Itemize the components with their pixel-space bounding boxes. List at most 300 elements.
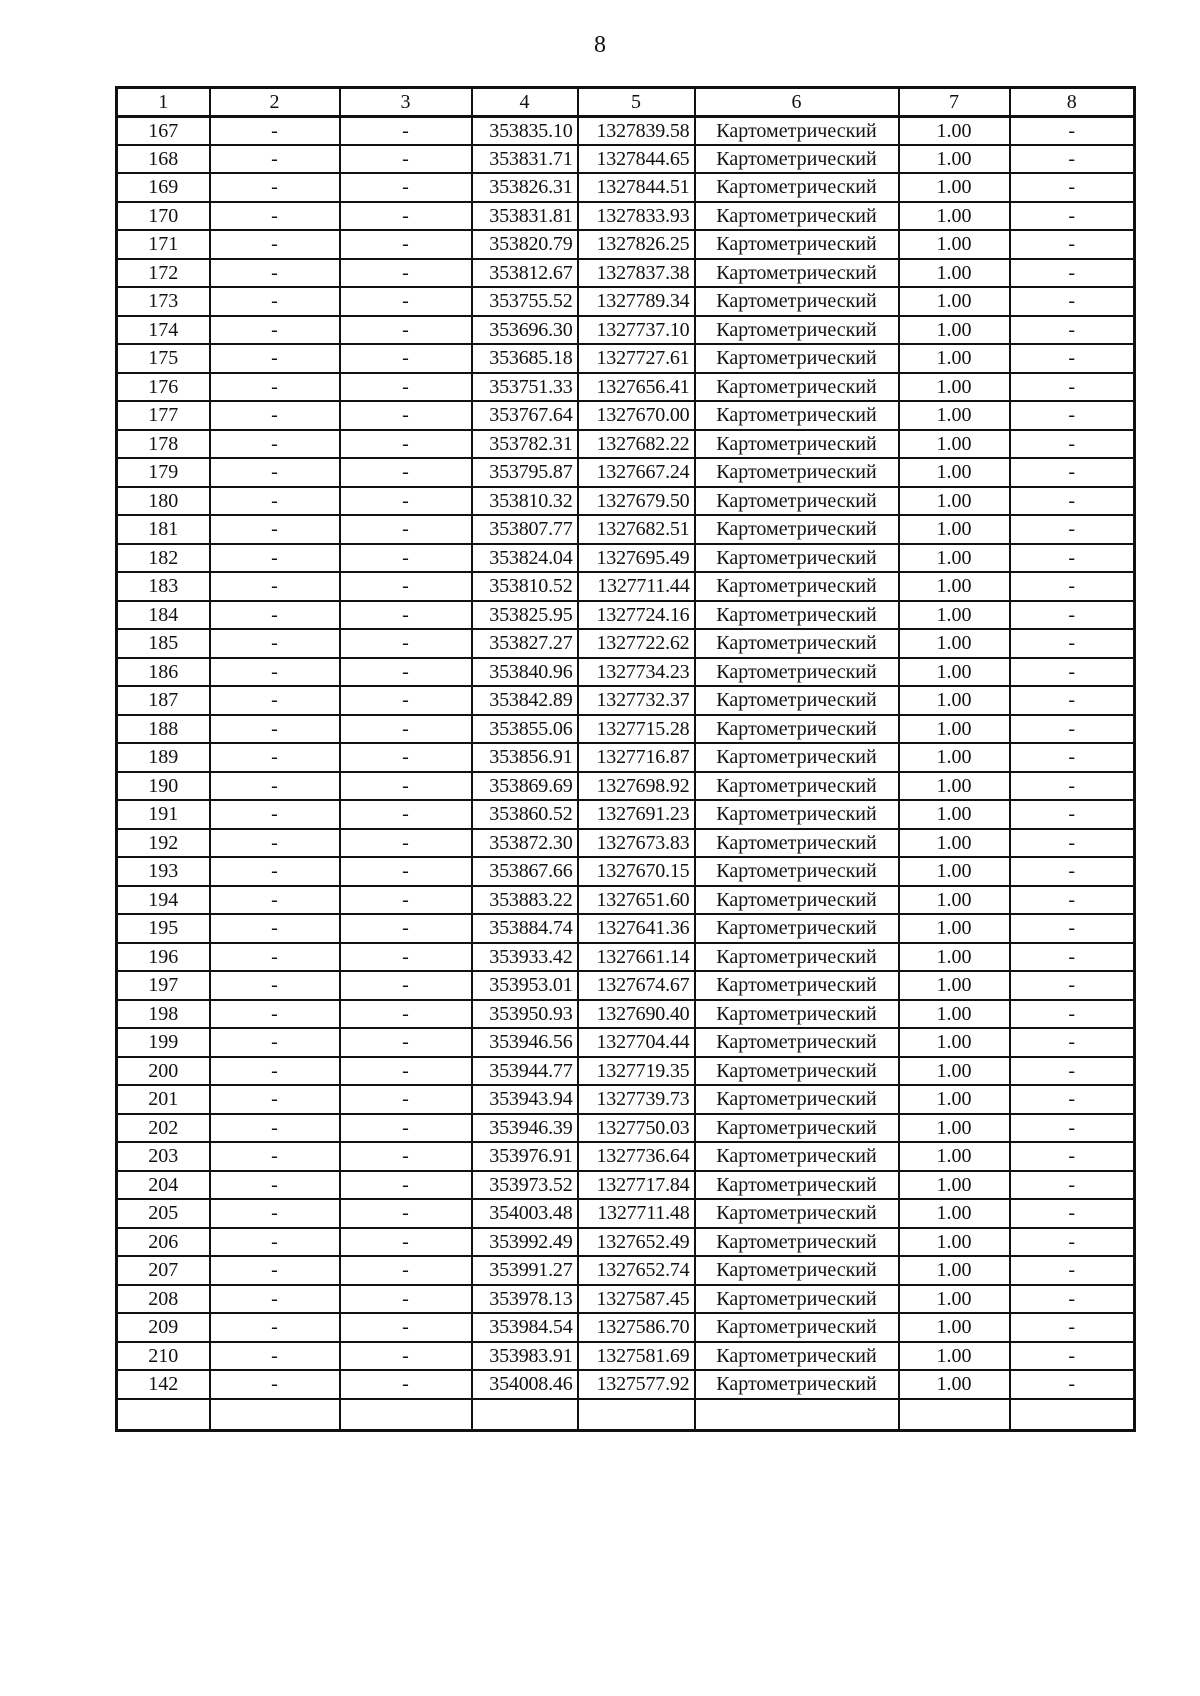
accuracy-cell: 1.00	[899, 116, 1010, 145]
table-row	[117, 686, 1135, 715]
x-coordinate-cell: 353795.87	[472, 458, 578, 487]
point-number-cell: 202	[117, 1114, 210, 1143]
x-coordinate-cell: 353883.22	[472, 886, 578, 915]
col3-cell: -	[340, 971, 472, 1000]
accuracy-cell: 1.00	[899, 401, 1010, 430]
col8-cell: -	[1010, 1285, 1135, 1314]
table-row	[117, 1342, 1135, 1371]
col3-cell: -	[340, 259, 472, 288]
col2-cell: -	[210, 401, 340, 430]
col8-cell: -	[1010, 743, 1135, 772]
point-number-cell: 199	[117, 1028, 210, 1057]
col3-cell: -	[340, 1228, 472, 1257]
y-coordinate-cell: 1327670.15	[578, 857, 695, 886]
y-coordinate-cell: 1327750.03	[578, 1114, 695, 1143]
x-coordinate-cell: 353953.01	[472, 971, 578, 1000]
column-header-5: 5	[578, 88, 695, 117]
col3-cell: -	[340, 544, 472, 573]
accuracy-cell: 1.00	[899, 686, 1010, 715]
table-row	[117, 544, 1135, 573]
point-number-cell: 182	[117, 544, 210, 573]
empty-cell	[695, 1399, 899, 1431]
col3-cell: -	[340, 373, 472, 402]
point-number-cell: 198	[117, 1000, 210, 1029]
x-coordinate-cell: 353831.81	[472, 202, 578, 231]
col8-cell: -	[1010, 1114, 1135, 1143]
x-coordinate-cell: 353976.91	[472, 1142, 578, 1171]
x-coordinate-cell: 353755.52	[472, 287, 578, 316]
accuracy-cell: 1.00	[899, 202, 1010, 231]
col3-cell: -	[340, 202, 472, 231]
method-cell: Картометрический	[695, 1228, 899, 1257]
method-cell: Картометрический	[695, 430, 899, 459]
accuracy-cell: 1.00	[899, 1285, 1010, 1314]
method-cell: Картометрический	[695, 1000, 899, 1029]
col3-cell: -	[340, 658, 472, 687]
y-coordinate-cell: 1327652.49	[578, 1228, 695, 1257]
col2-cell: -	[210, 857, 340, 886]
col8-cell: -	[1010, 1342, 1135, 1371]
point-number-cell: 185	[117, 629, 210, 658]
table-row	[117, 629, 1135, 658]
x-coordinate-cell: 353782.31	[472, 430, 578, 459]
y-coordinate-cell: 1327839.58	[578, 116, 695, 145]
point-number-cell: 142	[117, 1370, 210, 1399]
col3-cell: -	[340, 1342, 472, 1371]
table-row	[117, 943, 1135, 972]
method-cell: Картометрический	[695, 1313, 899, 1342]
col8-cell: -	[1010, 1142, 1135, 1171]
table-row	[117, 1313, 1135, 1342]
col8-cell: -	[1010, 658, 1135, 687]
col8-cell: -	[1010, 1228, 1135, 1257]
method-cell: Картометрический	[695, 344, 899, 373]
col3-cell: -	[340, 800, 472, 829]
x-coordinate-cell: 353812.67	[472, 259, 578, 288]
point-number-cell: 196	[117, 943, 210, 972]
table-row	[117, 230, 1135, 259]
point-number-cell: 183	[117, 572, 210, 601]
table-row	[117, 1114, 1135, 1143]
method-cell: Картометрический	[695, 1256, 899, 1285]
accuracy-cell: 1.00	[899, 259, 1010, 288]
col8-cell: -	[1010, 1057, 1135, 1086]
y-coordinate-cell: 1327587.45	[578, 1285, 695, 1314]
accuracy-cell: 1.00	[899, 715, 1010, 744]
method-cell: Картометрический	[695, 886, 899, 915]
method-cell: Картометрический	[695, 116, 899, 145]
x-coordinate-cell: 354008.46	[472, 1370, 578, 1399]
y-coordinate-cell: 1327586.70	[578, 1313, 695, 1342]
point-number-cell: 176	[117, 373, 210, 402]
point-number-cell: 192	[117, 829, 210, 858]
col8-cell: -	[1010, 344, 1135, 373]
method-cell: Картометрический	[695, 1028, 899, 1057]
x-coordinate-cell: 353807.77	[472, 515, 578, 544]
accuracy-cell: 1.00	[899, 1342, 1010, 1371]
method-cell: Картометрический	[695, 316, 899, 345]
col2-cell: -	[210, 1313, 340, 1342]
accuracy-cell: 1.00	[899, 601, 1010, 630]
table-row	[117, 1171, 1135, 1200]
x-coordinate-cell: 353751.33	[472, 373, 578, 402]
y-coordinate-cell: 1327691.23	[578, 800, 695, 829]
col8-cell: -	[1010, 629, 1135, 658]
method-cell: Картометрический	[695, 202, 899, 231]
col2-cell: -	[210, 173, 340, 202]
y-coordinate-cell: 1327581.69	[578, 1342, 695, 1371]
accuracy-cell: 1.00	[899, 1028, 1010, 1057]
col2-cell: -	[210, 1114, 340, 1143]
y-coordinate-cell: 1327716.87	[578, 743, 695, 772]
col3-cell: -	[340, 715, 472, 744]
table-row	[117, 1228, 1135, 1257]
x-coordinate-cell: 353869.69	[472, 772, 578, 801]
col2-cell: -	[210, 629, 340, 658]
col8-cell: -	[1010, 1370, 1135, 1399]
col8-cell: -	[1010, 1085, 1135, 1114]
col3-cell: -	[340, 1256, 472, 1285]
point-number-cell: 174	[117, 316, 210, 345]
column-header-3: 3	[340, 88, 472, 117]
point-number-cell: 170	[117, 202, 210, 231]
x-coordinate-cell: 353867.66	[472, 857, 578, 886]
y-coordinate-cell: 1327732.37	[578, 686, 695, 715]
accuracy-cell: 1.00	[899, 1199, 1010, 1228]
accuracy-cell: 1.00	[899, 515, 1010, 544]
y-coordinate-cell: 1327737.10	[578, 316, 695, 345]
col2-cell: -	[210, 971, 340, 1000]
col8-cell: -	[1010, 145, 1135, 174]
col8-cell: -	[1010, 116, 1135, 145]
point-number-cell: 169	[117, 173, 210, 202]
method-cell: Картометрический	[695, 800, 899, 829]
col8-cell: -	[1010, 715, 1135, 744]
x-coordinate-cell: 353696.30	[472, 316, 578, 345]
y-coordinate-cell: 1327682.51	[578, 515, 695, 544]
col3-cell: -	[340, 914, 472, 943]
y-coordinate-cell: 1327674.67	[578, 971, 695, 1000]
method-cell: Картометрический	[695, 971, 899, 1000]
table-row	[117, 857, 1135, 886]
point-number-cell: 209	[117, 1313, 210, 1342]
col2-cell: -	[210, 316, 340, 345]
col3-cell: -	[340, 1057, 472, 1086]
x-coordinate-cell: 353825.95	[472, 601, 578, 630]
y-coordinate-cell: 1327661.14	[578, 943, 695, 972]
col8-cell: -	[1010, 373, 1135, 402]
x-coordinate-cell: 353767.64	[472, 401, 578, 430]
col2-cell: -	[210, 487, 340, 516]
x-coordinate-cell: 353946.56	[472, 1028, 578, 1057]
col2-cell: -	[210, 230, 340, 259]
x-coordinate-cell: 353884.74	[472, 914, 578, 943]
method-cell: Картометрический	[695, 145, 899, 174]
accuracy-cell: 1.00	[899, 230, 1010, 259]
method-cell: Картометрический	[695, 686, 899, 715]
y-coordinate-cell: 1327670.00	[578, 401, 695, 430]
table-body	[117, 116, 1135, 1431]
method-cell: Картометрический	[695, 572, 899, 601]
point-number-cell: 187	[117, 686, 210, 715]
col2-cell: -	[210, 1085, 340, 1114]
table-row	[117, 458, 1135, 487]
accuracy-cell: 1.00	[899, 800, 1010, 829]
col3-cell: -	[340, 601, 472, 630]
x-coordinate-cell: 353860.52	[472, 800, 578, 829]
col8-cell: -	[1010, 829, 1135, 858]
method-cell: Картометрический	[695, 1057, 899, 1086]
col3-cell: -	[340, 145, 472, 174]
col8-cell: -	[1010, 173, 1135, 202]
col3-cell: -	[340, 686, 472, 715]
table-row	[117, 116, 1135, 145]
col3-cell: -	[340, 1171, 472, 1200]
y-coordinate-cell: 1327656.41	[578, 373, 695, 402]
accuracy-cell: 1.00	[899, 857, 1010, 886]
col2-cell: -	[210, 715, 340, 744]
y-coordinate-cell: 1327833.93	[578, 202, 695, 231]
col3-cell: -	[340, 458, 472, 487]
method-cell: Картометрический	[695, 601, 899, 630]
method-cell: Картометрический	[695, 715, 899, 744]
table-row	[117, 658, 1135, 687]
x-coordinate-cell: 353856.91	[472, 743, 578, 772]
accuracy-cell: 1.00	[899, 373, 1010, 402]
col3-cell: -	[340, 287, 472, 316]
table-row	[117, 1085, 1135, 1114]
table-row	[117, 886, 1135, 915]
table-row	[117, 971, 1135, 1000]
col8-cell: -	[1010, 800, 1135, 829]
x-coordinate-cell: 353827.27	[472, 629, 578, 658]
col3-cell: -	[340, 487, 472, 516]
col2-cell: -	[210, 430, 340, 459]
col8-cell: -	[1010, 572, 1135, 601]
method-cell: Картометрический	[695, 1171, 899, 1200]
col2-cell: -	[210, 1171, 340, 1200]
accuracy-cell: 1.00	[899, 1171, 1010, 1200]
x-coordinate-cell: 353992.49	[472, 1228, 578, 1257]
accuracy-cell: 1.00	[899, 344, 1010, 373]
empty-cell	[899, 1399, 1010, 1431]
col8-cell: -	[1010, 1171, 1135, 1200]
y-coordinate-cell: 1327641.36	[578, 914, 695, 943]
point-number-cell: 191	[117, 800, 210, 829]
table-row	[117, 1028, 1135, 1057]
col8-cell: -	[1010, 886, 1135, 915]
point-number-cell: 171	[117, 230, 210, 259]
point-number-cell: 188	[117, 715, 210, 744]
table-row	[117, 1142, 1135, 1171]
accuracy-cell: 1.00	[899, 1085, 1010, 1114]
col3-cell: -	[340, 173, 472, 202]
point-number-cell: 180	[117, 487, 210, 516]
y-coordinate-cell: 1327698.92	[578, 772, 695, 801]
col8-cell: -	[1010, 601, 1135, 630]
point-number-cell: 210	[117, 1342, 210, 1371]
table-row	[117, 800, 1135, 829]
y-coordinate-cell: 1327651.60	[578, 886, 695, 915]
col3-cell: -	[340, 1199, 472, 1228]
table-row	[117, 430, 1135, 459]
point-number-cell: 177	[117, 401, 210, 430]
x-coordinate-cell: 353983.91	[472, 1342, 578, 1371]
table-row	[117, 914, 1135, 943]
y-coordinate-cell: 1327837.38	[578, 259, 695, 288]
col8-cell: -	[1010, 202, 1135, 231]
x-coordinate-cell: 353984.54	[472, 1313, 578, 1342]
col2-cell: -	[210, 1342, 340, 1371]
x-coordinate-cell: 353826.31	[472, 173, 578, 202]
col3-cell: -	[340, 1142, 472, 1171]
accuracy-cell: 1.00	[899, 1114, 1010, 1143]
x-coordinate-cell: 353933.42	[472, 943, 578, 972]
accuracy-cell: 1.00	[899, 1228, 1010, 1257]
accuracy-cell: 1.00	[899, 572, 1010, 601]
col3-cell: -	[340, 344, 472, 373]
col2-cell: -	[210, 1000, 340, 1029]
point-number-cell: 178	[117, 430, 210, 459]
accuracy-cell: 1.00	[899, 1256, 1010, 1285]
method-cell: Картометрический	[695, 1114, 899, 1143]
col8-cell: -	[1010, 1199, 1135, 1228]
col3-cell: -	[340, 1313, 472, 1342]
table-row	[117, 316, 1135, 345]
point-number-cell: 186	[117, 658, 210, 687]
point-number-cell: 168	[117, 145, 210, 174]
x-coordinate-cell: 353991.27	[472, 1256, 578, 1285]
point-number-cell: 201	[117, 1085, 210, 1114]
col8-cell: -	[1010, 1256, 1135, 1285]
method-cell: Картометрический	[695, 743, 899, 772]
method-cell: Картометрический	[695, 544, 899, 573]
accuracy-cell: 1.00	[899, 743, 1010, 772]
col2-cell: -	[210, 1028, 340, 1057]
accuracy-cell: 1.00	[899, 1000, 1010, 1029]
table-row	[117, 515, 1135, 544]
column-header-8: 8	[1010, 88, 1135, 117]
col8-cell: -	[1010, 857, 1135, 886]
accuracy-cell: 1.00	[899, 1057, 1010, 1086]
y-coordinate-cell: 1327727.61	[578, 344, 695, 373]
empty-cell	[1010, 1399, 1135, 1431]
x-coordinate-cell: 353820.79	[472, 230, 578, 259]
col2-cell: -	[210, 515, 340, 544]
col8-cell: -	[1010, 259, 1135, 288]
column-header-4: 4	[472, 88, 578, 117]
accuracy-cell: 1.00	[899, 914, 1010, 943]
col8-cell: -	[1010, 287, 1135, 316]
y-coordinate-cell: 1327682.22	[578, 430, 695, 459]
col2-cell: -	[210, 601, 340, 630]
point-number-cell: 167	[117, 116, 210, 145]
coordinates-table	[115, 86, 1136, 1432]
x-coordinate-cell: 353946.39	[472, 1114, 578, 1143]
col8-cell: -	[1010, 943, 1135, 972]
col3-cell: -	[340, 572, 472, 601]
table-row	[117, 715, 1135, 744]
table-row	[117, 572, 1135, 601]
col2-cell: -	[210, 772, 340, 801]
col3-cell: -	[340, 943, 472, 972]
accuracy-cell: 1.00	[899, 971, 1010, 1000]
col3-cell: -	[340, 1285, 472, 1314]
col8-cell: -	[1010, 230, 1135, 259]
point-number-cell: 181	[117, 515, 210, 544]
col8-cell: -	[1010, 515, 1135, 544]
y-coordinate-cell: 1327736.64	[578, 1142, 695, 1171]
point-number-cell: 208	[117, 1285, 210, 1314]
x-coordinate-cell: 353950.93	[472, 1000, 578, 1029]
x-coordinate-cell: 353944.77	[472, 1057, 578, 1086]
column-header-7: 7	[899, 88, 1010, 117]
col2-cell: -	[210, 259, 340, 288]
table-row	[117, 145, 1135, 174]
column-header-2: 2	[210, 88, 340, 117]
table-row	[117, 487, 1135, 516]
y-coordinate-cell: 1327722.62	[578, 629, 695, 658]
method-cell: Картометрический	[695, 1199, 899, 1228]
y-coordinate-cell: 1327826.25	[578, 230, 695, 259]
col2-cell: -	[210, 943, 340, 972]
table-row	[117, 1256, 1135, 1285]
point-number-cell: 172	[117, 259, 210, 288]
col2-cell: -	[210, 686, 340, 715]
col3-cell: -	[340, 230, 472, 259]
col3-cell: -	[340, 515, 472, 544]
method-cell: Картометрический	[695, 857, 899, 886]
col3-cell: -	[340, 1000, 472, 1029]
x-coordinate-cell: 353943.94	[472, 1085, 578, 1114]
col3-cell: -	[340, 430, 472, 459]
method-cell: Картометрический	[695, 914, 899, 943]
y-coordinate-cell: 1327690.40	[578, 1000, 695, 1029]
accuracy-cell: 1.00	[899, 458, 1010, 487]
col2-cell: -	[210, 1370, 340, 1399]
point-number-cell: 194	[117, 886, 210, 915]
col3-cell: -	[340, 1370, 472, 1399]
empty-row	[117, 1399, 1135, 1431]
col8-cell: -	[1010, 430, 1135, 459]
table-row	[117, 401, 1135, 430]
x-coordinate-cell: 353840.96	[472, 658, 578, 687]
table-row	[117, 743, 1135, 772]
accuracy-cell: 1.00	[899, 1313, 1010, 1342]
table-row	[117, 259, 1135, 288]
col2-cell: -	[210, 1256, 340, 1285]
x-coordinate-cell: 353973.52	[472, 1171, 578, 1200]
y-coordinate-cell: 1327844.65	[578, 145, 695, 174]
accuracy-cell: 1.00	[899, 829, 1010, 858]
table-row	[117, 772, 1135, 801]
accuracy-cell: 1.00	[899, 173, 1010, 202]
accuracy-cell: 1.00	[899, 886, 1010, 915]
method-cell: Картометрический	[695, 1142, 899, 1171]
table-row	[117, 202, 1135, 231]
col8-cell: -	[1010, 1028, 1135, 1057]
accuracy-cell: 1.00	[899, 316, 1010, 345]
col8-cell: -	[1010, 544, 1135, 573]
accuracy-cell: 1.00	[899, 145, 1010, 174]
point-number-cell: 189	[117, 743, 210, 772]
table-row	[117, 829, 1135, 858]
col2-cell: -	[210, 145, 340, 174]
method-cell: Картометрический	[695, 487, 899, 516]
col2-cell: -	[210, 658, 340, 687]
col2-cell: -	[210, 914, 340, 943]
col3-cell: -	[340, 772, 472, 801]
